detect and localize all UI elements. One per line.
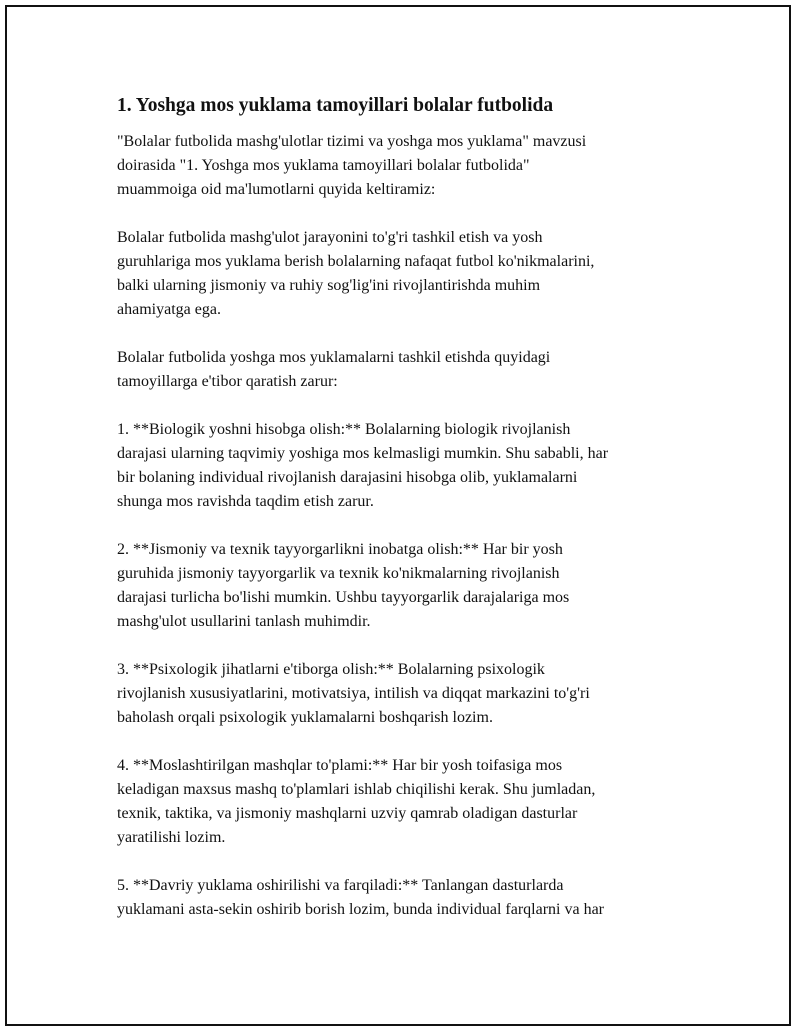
text-line: guruhida jismoniy tayyorgarlik va texnik ko'nikmalarning rivojlanish: [117, 565, 560, 582]
document-title: 1. Yoshga mos yuklama tamoyillari bolalar futbolida: [117, 95, 554, 116]
text-line: rivojlanish xususiyatlarini, motivatsiya, intilish va diqqat markazini to'g'ri: [117, 685, 590, 702]
intro-paragraph: [117, 130, 697, 202]
text-line: shunga mos ravishda taqdim etish zarur.: [117, 493, 374, 510]
text-line: yuklamani asta-sekin oshirib borish lozim, bunda individual farqlarni va har: [117, 901, 604, 918]
context-paragraph: [117, 226, 697, 322]
text-line: guruhlariga mos yuklama berish bolalarning nafaqat futbol ko'nikmalarini,: [117, 253, 595, 270]
text-line: muammoiga oid ma'lumotlarni quyida keltiramiz:: [117, 181, 436, 198]
principle-1-paragraph: [117, 418, 697, 514]
principle-4-paragraph: [117, 754, 697, 850]
text-line: texnik, taktika, va jismoniy mashqlarni uzviy qamrab oladigan dasturlar: [117, 805, 578, 822]
document-body: [117, 94, 697, 946]
text-line: doirasida "1. Yoshga mos yuklama tamoyillari bolalar futbolida": [117, 157, 530, 174]
text-line: 3. **Psixologik jihatlarni e'tiborga olish:** Bolalarning psixologik: [117, 661, 545, 678]
text-line: "Bolalar futbolida mashg'ulotlar tizimi va yoshga mos yuklama" mavzusi: [117, 133, 587, 150]
text-line: 4. **Moslashtirilgan mashqlar to'plami:** Har bir yosh toifasiga mos: [117, 757, 563, 774]
text-line: 5. **Davriy yuklama oshirilishi va farqiladi:** Tanlangan dasturlarda: [117, 877, 564, 894]
principle-3-paragraph: [117, 658, 697, 730]
text-line: balki ularning jismoniy va ruhiy sog'lig'ini rivojlantirishda muhim: [117, 277, 541, 294]
text-line: tamoyillarga e'tibor qaratish zarur:: [117, 373, 338, 390]
text-line: yaratilishi lozim.: [117, 829, 226, 846]
text-line: keladigan maxsus mashq to'plamlari ishlab chiqilishi kerak. Shu jumladan,: [117, 781, 596, 798]
text-line: darajasi ularning taqvimiy yoshiga mos kelmasligi mumkin. Shu sababli, har: [117, 445, 609, 462]
text-line: darajasi turlicha bo'lishi mumkin. Ushbu tayyorgarlik darajalariga mos: [117, 589, 570, 606]
principle-2-paragraph: [117, 538, 697, 634]
principle-5-paragraph: [117, 874, 697, 922]
text-line: bir bolaning individual rivojlanish darajasini hisobga olib, yuklamalarni: [117, 469, 578, 486]
text-line: ahamiyatga ega.: [117, 301, 221, 318]
principles-intro-paragraph: [117, 346, 697, 394]
text-line: Bolalar futbolida mashg'ulot jarayonini to'g'ri tashkil etish va yosh: [117, 229, 543, 246]
text-line: baholash orqali psixologik yuklamalarni boshqarish lozim.: [117, 709, 493, 726]
text-line: Bolalar futbolida yoshga mos yuklamalarni tashkil etishda quyidagi: [117, 349, 551, 366]
text-line: 2. **Jismoniy va texnik tayyorgarlikni inobatga olish:** Har bir yosh: [117, 541, 563, 558]
text-line: 1. **Biologik yoshni hisobga olish:** Bolalarning biologik rivojlanish: [117, 421, 571, 438]
text-line: mashg'ulot usullarini tanlash muhimdir.: [117, 613, 371, 630]
